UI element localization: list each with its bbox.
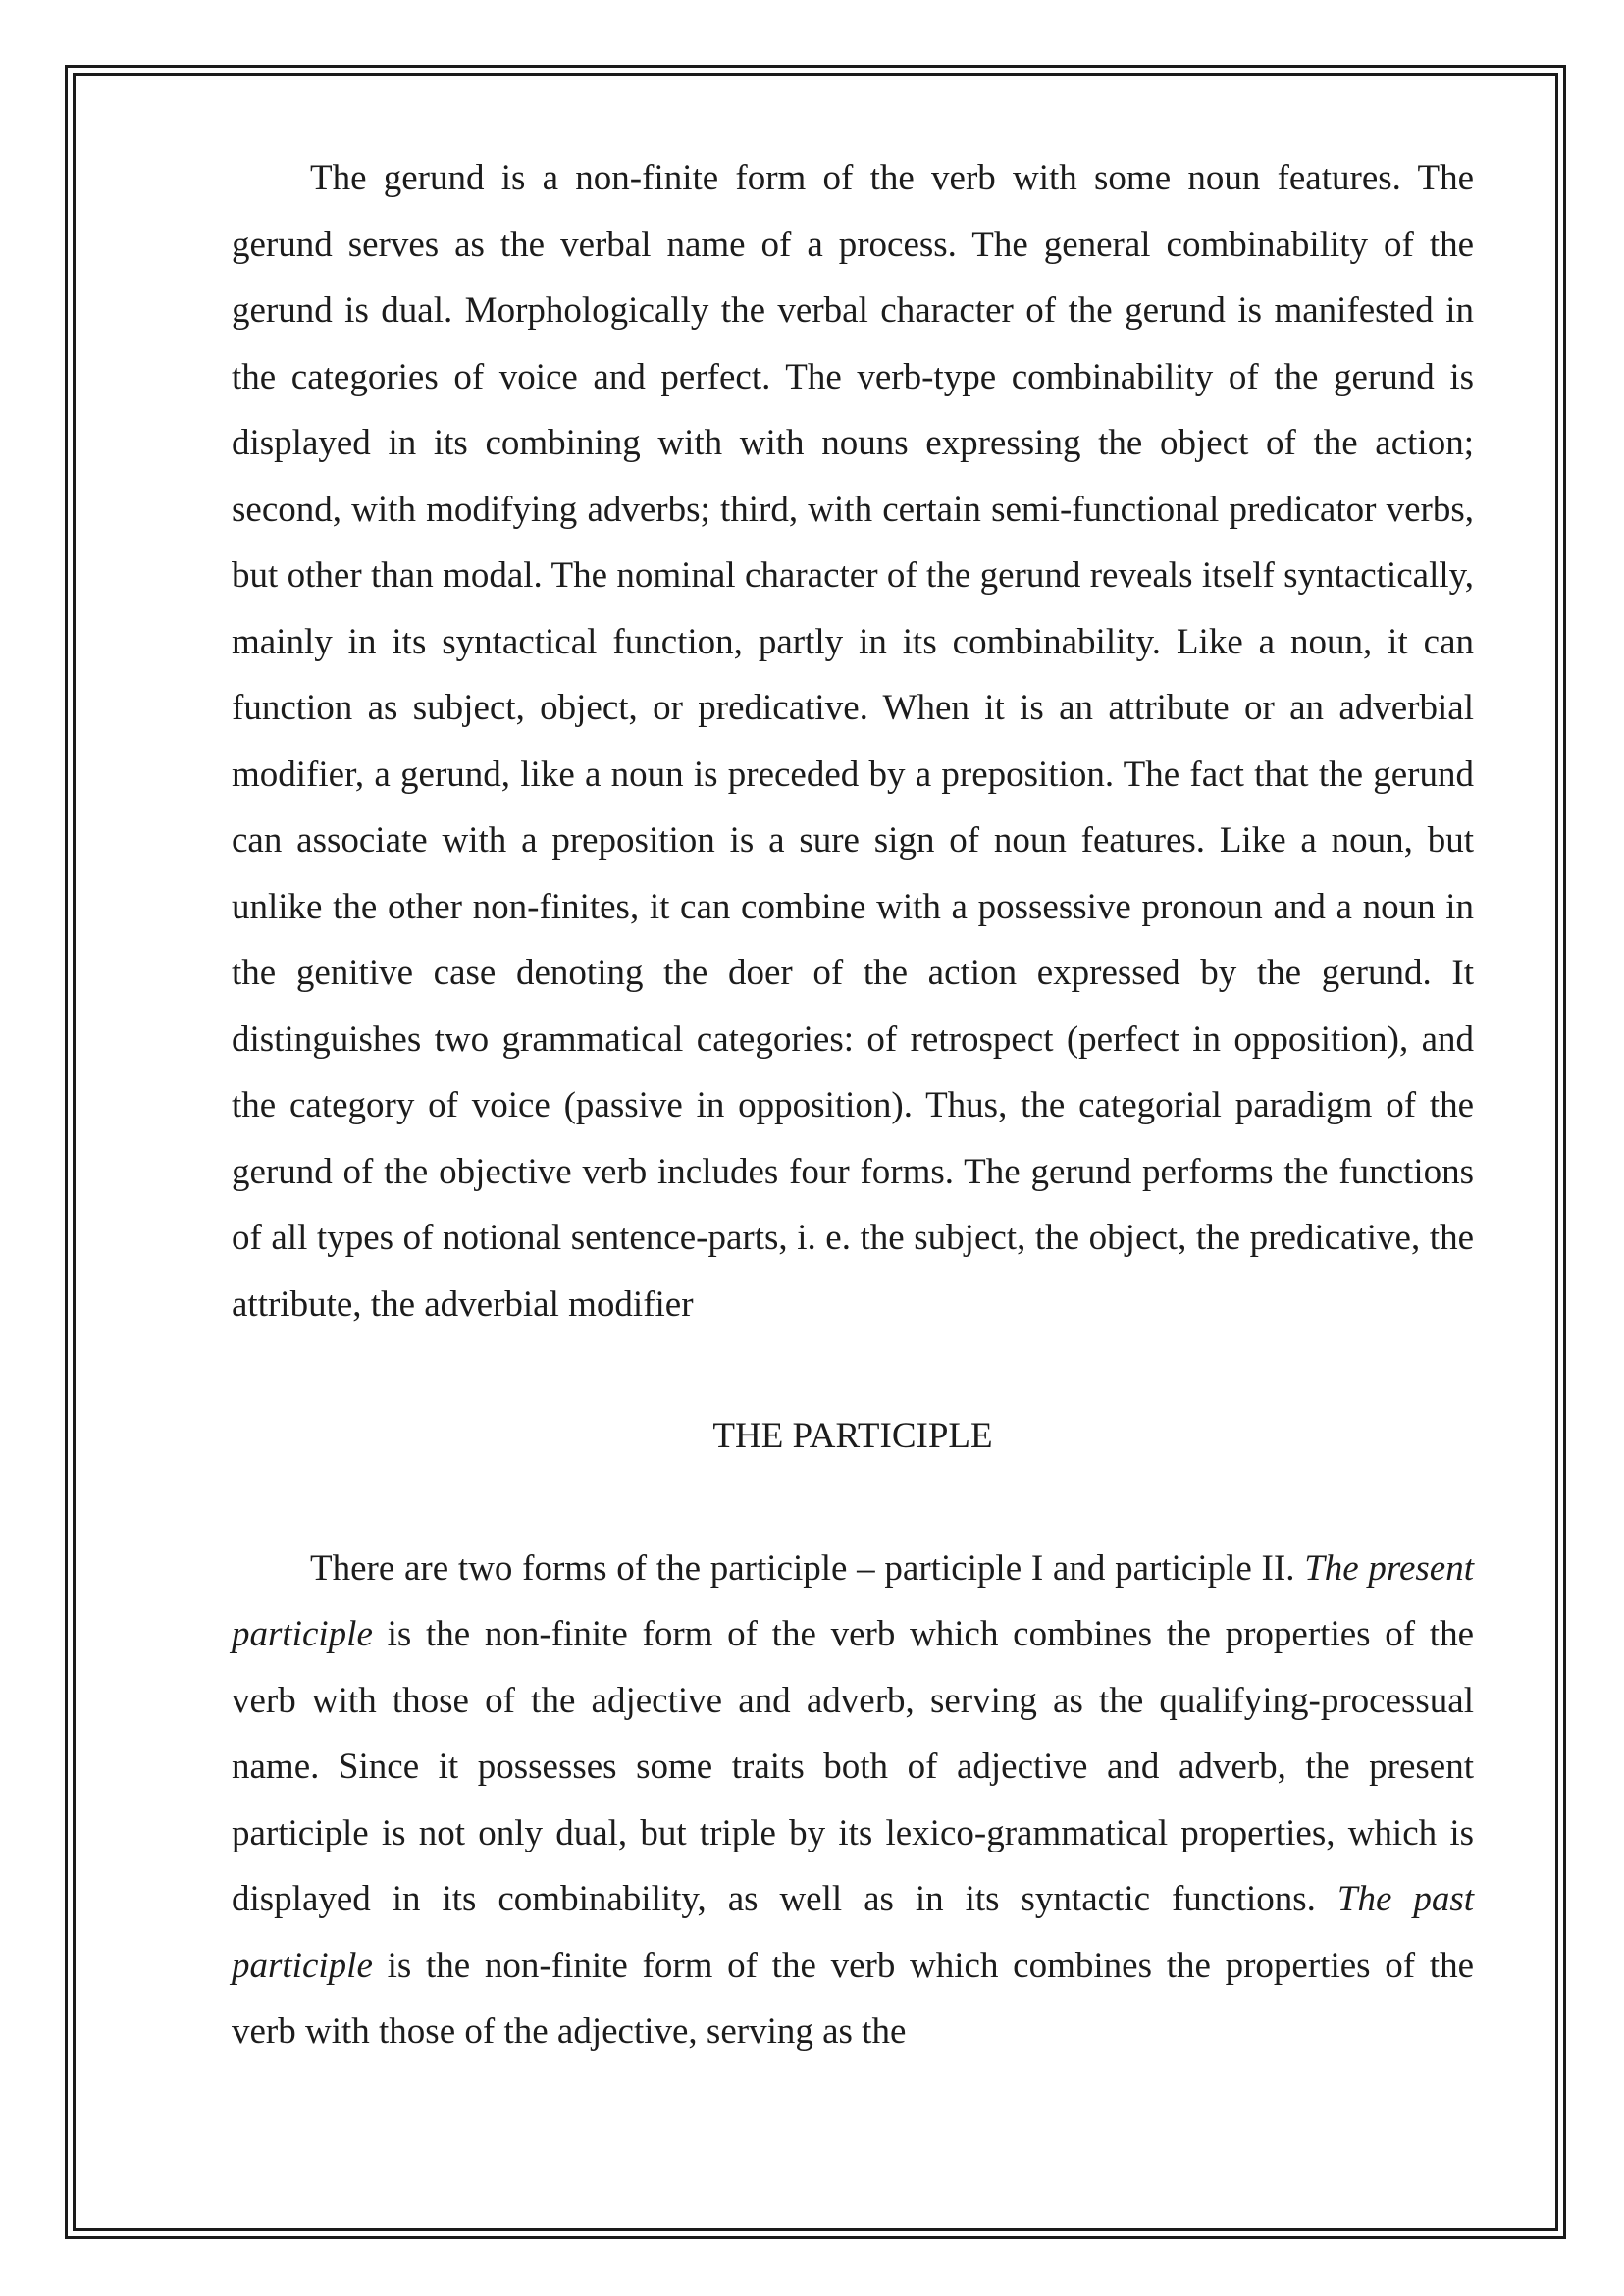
present-participle-term: The present participle [232,1547,1474,1654]
document-body [232,145,1474,2065]
participle-paragraph [232,1536,1474,2065]
past-participle-term: The past participle [232,1879,1475,1986]
gerund-paragraph: The gerund is a non-finite form of the verb with some noun features. The gerund serves as the verbal name of a process. The general combinability of the gerund is dual. Morphologically the verbal character of the gerund is manifested in the categories of voice and perfect. The verb-type combinability of the gerund is displayed in its combining with with nouns expressing the object of the action; second, with modifying adverbs; third, with certain semi-functional predicator verbs, but other than modal. The nominal character of the gerund reveals itself syntactically, mainly in its syntactical function, partly in its combinability. Like a noun, it can function as subject, object, or predicative. When it is an attribute or an adverbial modifier, a gerund, like a noun is preceded by a preposition. The fact that the gerund can associate with a preposition is a sure sign of noun features. Like a noun, but unlike the other non-finites, it can combine with a possessive pronoun and a noun in the genitive case denoting the doer of the action expressed by the gerund. It distinguishes two grammatical categories: of retrospect (perfect in opposition), and the category of voice (passive in opposition). Thus, the categorial paradigm of the gerund of the objective verb includes four forms. The gerund performs the functions of all types of notional sentence-parts, i. e. the subject, the object, the predicative, the attribute, the adverbial modifier [232,158,1474,1325]
section-heading: THE PARTICIPLE [712,1416,993,1456]
participle-text-3: is the non-finite form of the verb which combines the properties of the verb with those of the adjective, serving as the [232,1945,1474,2052]
participle-text-2: is the non-finite form of the verb which combines the properties of the verb with those of the adjective and adverb, serving as the qualifying-processual name. Since it possesses some traits both of adjective and adverb, the present participle is not only dual, but triple by its lexico-grammatical properties, which is displayed in its combinability, as well as in its syntactic functions. [232,1614,1474,1919]
participle-text-1: There are two forms of the participle – participle I and participle II. [310,1547,1305,1589]
